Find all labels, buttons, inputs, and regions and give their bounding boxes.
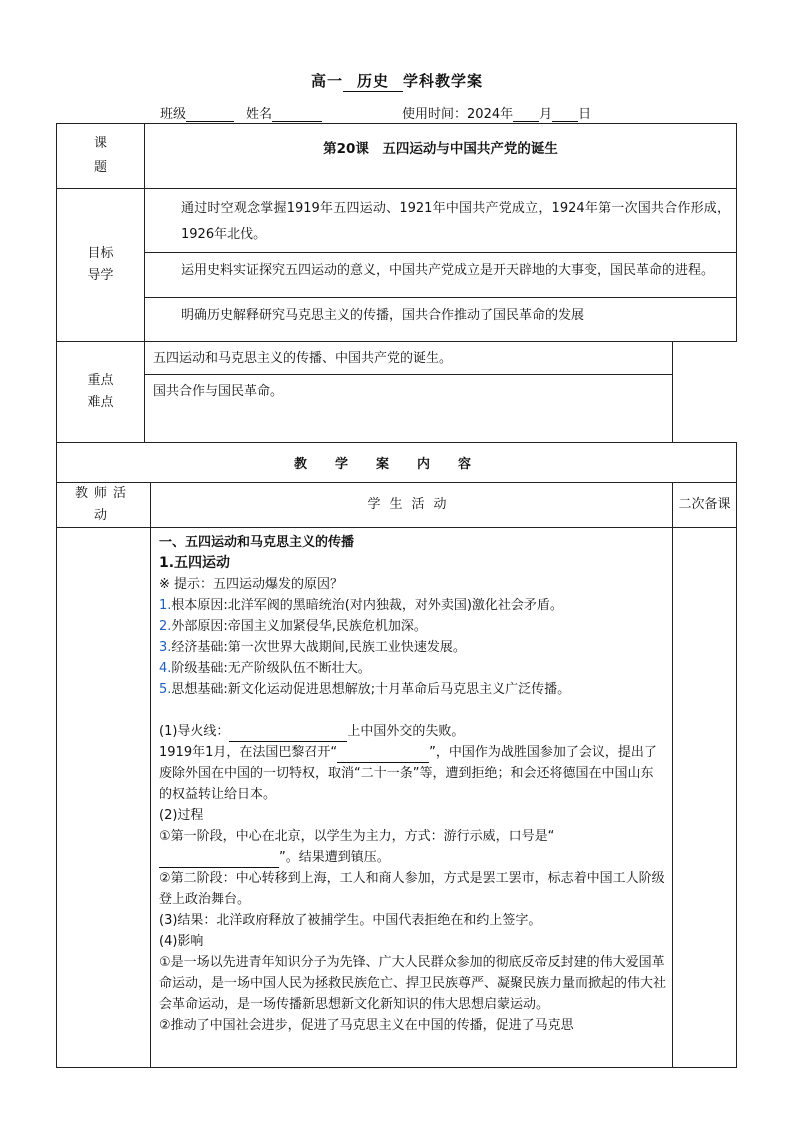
content-heading-1: 一、五四运动和马克思主义的传播 bbox=[159, 535, 355, 550]
lesson-plan-table bbox=[56, 123, 737, 1068]
section-title: 教学案内容 bbox=[57, 443, 737, 483]
day-blank bbox=[552, 109, 578, 122]
class-blank bbox=[186, 109, 234, 122]
cause-item: 4.阶级基础:无产阶级队伍不断壮大。 bbox=[159, 661, 371, 676]
month-label: 月 bbox=[539, 107, 553, 122]
info-line bbox=[160, 103, 591, 122]
key-point-1: 五四运动和马克思主义的传播、中国共产党的诞生。 bbox=[145, 342, 673, 375]
second-prep-cell bbox=[673, 528, 737, 1068]
topic-label-cell bbox=[57, 124, 145, 189]
impact-1: ①是一场以先进青年知识分子为先锋、广大人民群众参加的彻底反帝反封建的伟大爱国革命运动，是一场中国人民为拯救民族危亡、捍卫民族尊严、凝聚民族力量而掀起的伟大社会革命运动，是一场传播新思想新文化新知识的伟大思想启蒙运动。 bbox=[159, 955, 667, 1012]
document-title bbox=[0, 70, 794, 92]
goal-item-2: 运用史料实证探究五四运动的意义，中国共产党成立是开天辟地的大事变，国民革命的进程。 bbox=[145, 253, 737, 298]
result-line: (3)结果：北洋政府释放了被捕学生。中国代表拒绝在和约上签字。 bbox=[159, 913, 542, 928]
second-prep-column-header: 二次备课 bbox=[673, 483, 737, 528]
key-label: 重点难点 bbox=[87, 373, 114, 410]
goals-label: 目标导学 bbox=[87, 246, 114, 283]
goal-item-1: 通过时空观念掌握1919年五四运动、1921年中国共产党成立，1924年第一次国共合作形成，1926年北伐。 bbox=[145, 189, 737, 253]
content-hint: ※ 提示：五四运动爆发的原因？ bbox=[159, 577, 344, 592]
cause-item: 2.外部原因:帝国主义加紧侵华,民族危机加深。 bbox=[159, 619, 427, 634]
student-column-header: 学生活动 bbox=[151, 483, 673, 528]
month-blank bbox=[513, 109, 539, 122]
goals-label-cell bbox=[57, 189, 145, 342]
key-point-2: 国共合作与国民革命。 bbox=[145, 375, 673, 443]
goal-row-2 bbox=[57, 253, 737, 298]
title-prefix: 高一 bbox=[310, 72, 343, 90]
impact-heading: (4)影响 bbox=[159, 934, 204, 949]
name-label: 姓名 bbox=[246, 107, 273, 122]
class-label: 班级 bbox=[160, 107, 187, 122]
impact-2: ②推动了中国社会进步，促进了马克思主义在中国的传播，促进了马克思 bbox=[159, 1018, 574, 1033]
slogan-blank bbox=[159, 853, 279, 868]
key-row-1 bbox=[57, 342, 737, 375]
cause-item: 1.根本原因:北洋军阀的黑暗统治(对内独裁，对外卖国)激化社会矛盾。 bbox=[159, 598, 563, 613]
fuse-blank bbox=[229, 727, 347, 742]
content-heading-2: 1.五四运动 bbox=[159, 555, 231, 571]
column-header-row bbox=[57, 483, 737, 528]
goal-row-3 bbox=[57, 298, 737, 342]
day-label: 日 bbox=[578, 107, 592, 122]
topic-row bbox=[57, 124, 737, 189]
section-row bbox=[57, 443, 737, 483]
topic-label: 课题 bbox=[93, 136, 107, 175]
name-blank bbox=[272, 109, 322, 122]
subject-field: 历史 bbox=[343, 70, 403, 92]
paris-paragraph: 1919年1月，在法国巴黎召开“ ”，中国作为战胜国参加了会议，提出了废除外国在中国的一切特权，取消“二十一条”等，遭到拒绝；和会还将德国在中国山东的权益转让给日本。 bbox=[159, 745, 657, 802]
process-heading: (2)过程 bbox=[159, 808, 204, 823]
goal-item-3: 明确历史解释研究马克思主义的传播，国共合作推动了国民革命的发展 bbox=[145, 298, 737, 342]
cause-item: 3.经济基础:第一次世界大战期间,民族工业快速发展。 bbox=[159, 640, 466, 655]
stage-1: ①第一阶段，中心在北京，以学生为主力，方式：游行示威，口号是“”。结果遭到镇压。 bbox=[159, 826, 666, 868]
content-row bbox=[57, 528, 737, 1068]
stage-2: ②第二阶段：中心转移到上海，工人和商人参加，方式是罢工罢市，标志着中国工人阶级登上政治舞台。 bbox=[159, 871, 665, 907]
student-activity-cell bbox=[151, 528, 673, 1068]
lesson-title: 第20课 五四运动与中国共产党的诞生 bbox=[145, 124, 737, 189]
teacher-column-header: 教师活动 bbox=[57, 483, 151, 528]
key-row-2 bbox=[57, 375, 737, 443]
key-label-cell bbox=[57, 342, 145, 443]
goal-row-1 bbox=[57, 189, 737, 253]
paris-blank bbox=[337, 748, 429, 763]
time-label: 使用时间：2024年 bbox=[402, 107, 514, 122]
fuse-line: (1)导火线： 上中国外交的失败。 bbox=[159, 721, 666, 742]
title-suffix: 学科教学案 bbox=[403, 72, 484, 90]
cause-item: 5.思想基础:新文化运动促进思想解放;十月革命后马克思主义广泛传播。 bbox=[159, 682, 571, 697]
teacher-activity-cell bbox=[57, 528, 151, 1068]
